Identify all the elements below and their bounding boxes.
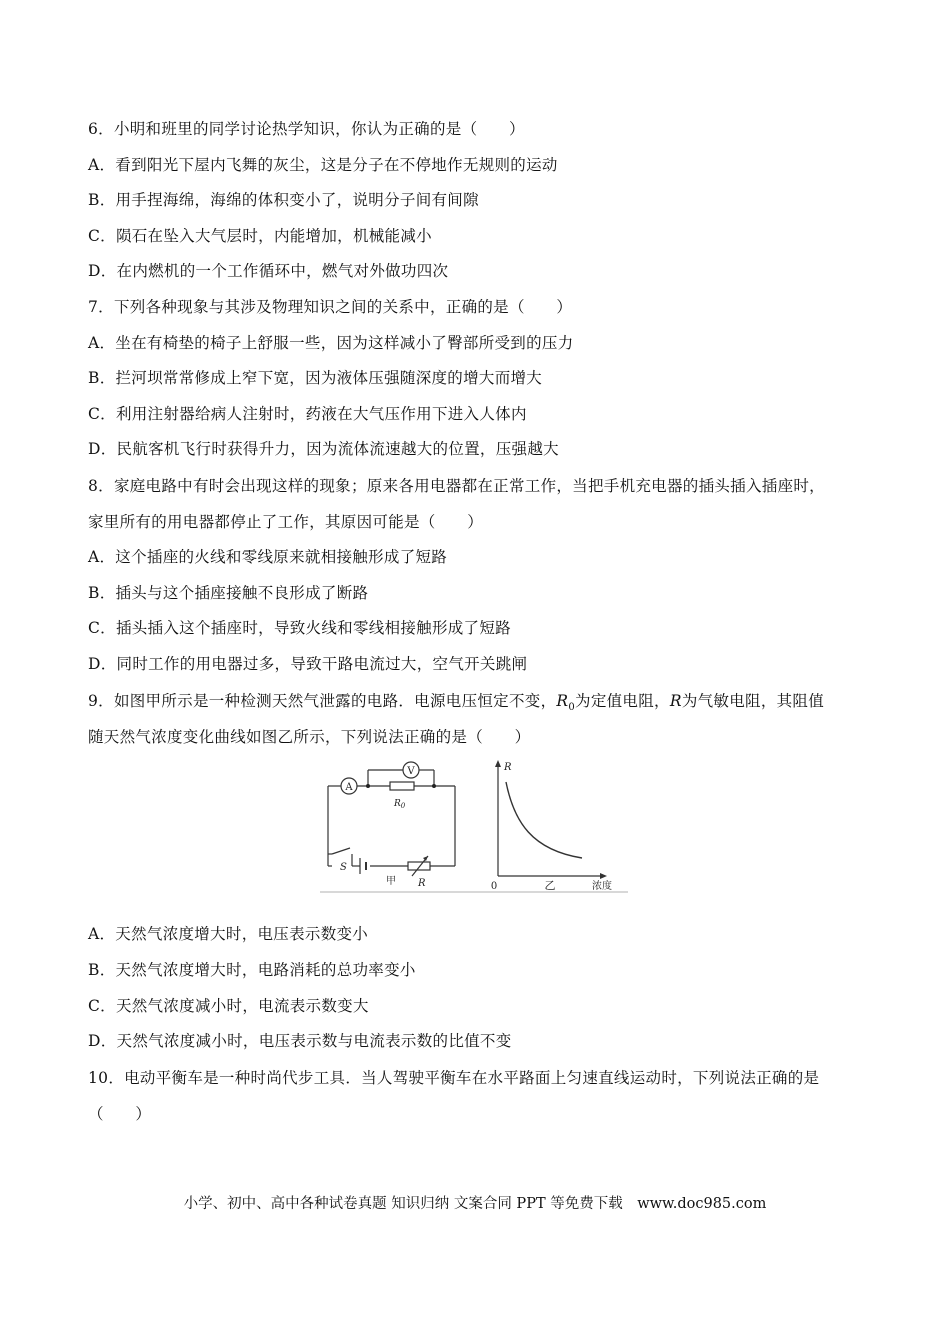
gas-sensor-arrow-head [423, 856, 428, 861]
q9-r0-symbol: R [556, 692, 569, 710]
q8-option-a: A．这个插座的火线和零线原来就相接触形成了短路 [88, 548, 448, 566]
q9-option-b: B．天然气浓度增大时，电路消耗的总功率变小 [88, 961, 416, 979]
q9-stem-text-1: 9．如图甲所示是一种检测天然气泄露的电路．电源电压恒定不变， [88, 692, 557, 710]
q8-stem-line1: 8．家庭电路中有时会出现这样的现象；原来各用电器都在正常工作，当把手机充电器的插头插入插座时， [88, 477, 825, 495]
resistor-r0-body [390, 782, 414, 790]
resistance-concentration-graph [491, 760, 612, 892]
q8-stem-line2: 家里所有的用电器都停止了工作，其原因可能是（ ） [88, 513, 484, 531]
q7-option-b: B．拦河坝常常修成上窄下宽，因为液体压强随深度的增大而增大 [88, 369, 543, 387]
q7-option-a: A．坐在有椅垫的椅子上舒服一些，因为这样减小了臀部所受到的压力 [88, 334, 574, 352]
graph-y-label: R [504, 762, 512, 773]
q6-option-c: C．陨石在坠入大气层时，内能增加，机械能减小 [88, 227, 432, 245]
q8-option-b: B．插头与这个插座接触不良形成了断路 [88, 584, 369, 602]
q7-option-c: C．利用注射器给病人注射时，药液在大气压作用下进入人体内 [88, 405, 527, 423]
q9-r0-subscript: 0 [568, 702, 576, 714]
q6-option-b: B．用手捏海绵，海绵的体积变小了，说明分子间有间隙 [88, 191, 479, 209]
q9-stem-text-2: 为定值电阻， [575, 692, 670, 710]
q9-stem-line1 [88, 689, 824, 713]
ammeter [341, 778, 357, 794]
q6-stem: 6．小明和班里的同学讨论热学知识，你认为正确的是（ ） [88, 120, 525, 138]
q9-option-d: D．天然气浓度减小时，电压表示数与电流表示数的比值不变 [88, 1032, 512, 1050]
graph-y-arrow [495, 760, 501, 767]
voltmeter [403, 762, 419, 778]
figure-yi-label: 乙 [544, 879, 556, 892]
q9-option-a: A．天然气浓度增大时，电压表示数变小 [88, 925, 369, 943]
q10-stem-line1: 10．电动平衡车是一种时尚代步工具．当人驾驶平衡车在水平路面上匀速直线运动时，下列说法正确的是 [88, 1069, 820, 1087]
q7-option-d: D．民航客机飞行时获得升力，因为流体流速越大的位置，压强越大 [88, 440, 559, 458]
graph-origin-label: 0 [490, 881, 498, 892]
q9-stem-line2: 随天然气浓度变化曲线如图乙所示，下列说法正确的是（ ） [88, 728, 531, 746]
graph-x-arrow [600, 873, 607, 879]
gas-sensor-label: R [418, 878, 426, 889]
q6-option-a: A．看到阳光下屋内飞舞的灰尘，这是分子在不停地作无规则的运动 [88, 156, 558, 174]
q7-stem: 7．下列各种现象与其涉及物理知识之间的关系中，正确的是（ ） [88, 298, 573, 316]
gas-sensor-body [408, 862, 430, 870]
q9-r-symbol: R [669, 692, 682, 710]
q10-stem-line2: （ ） [88, 1105, 152, 1123]
r0-label: $R_0$ [394, 799, 406, 810]
ammeter-label: A [345, 782, 353, 793]
graph-x-label: 浓度 [592, 881, 612, 892]
gas-sensor-resistor [408, 856, 430, 889]
q9-option-c: C．天然气浓度减小时，电流表示数变大 [88, 997, 369, 1015]
q6-option-d: D．在内燃机的一个工作循环中，燃气对外做功四次 [88, 262, 449, 280]
switch-label: S [340, 862, 347, 873]
page-footer: 小学、初中、高中各种试卷真题 知识归纳 文案合同 PPT 等免费下载 www.doc985.com [183, 1196, 767, 1212]
q8-option-d: D．同时工作的用电器过多，导致干路电流过大，空气开关跳闸 [88, 655, 528, 673]
voltmeter-label: V [407, 766, 415, 777]
junction-right [432, 784, 436, 788]
q9-figure [320, 758, 628, 894]
switch-blade [332, 848, 350, 854]
figure-jia-label: 甲 [386, 876, 396, 887]
junction-left [366, 784, 370, 788]
graph-curve [506, 782, 582, 858]
q9-stem-text-3: 为气敏电阻，其阻值 [681, 692, 825, 710]
q8-option-c: C．插头插入这个插座时，导致火线和零线相接触形成了短路 [88, 619, 511, 637]
